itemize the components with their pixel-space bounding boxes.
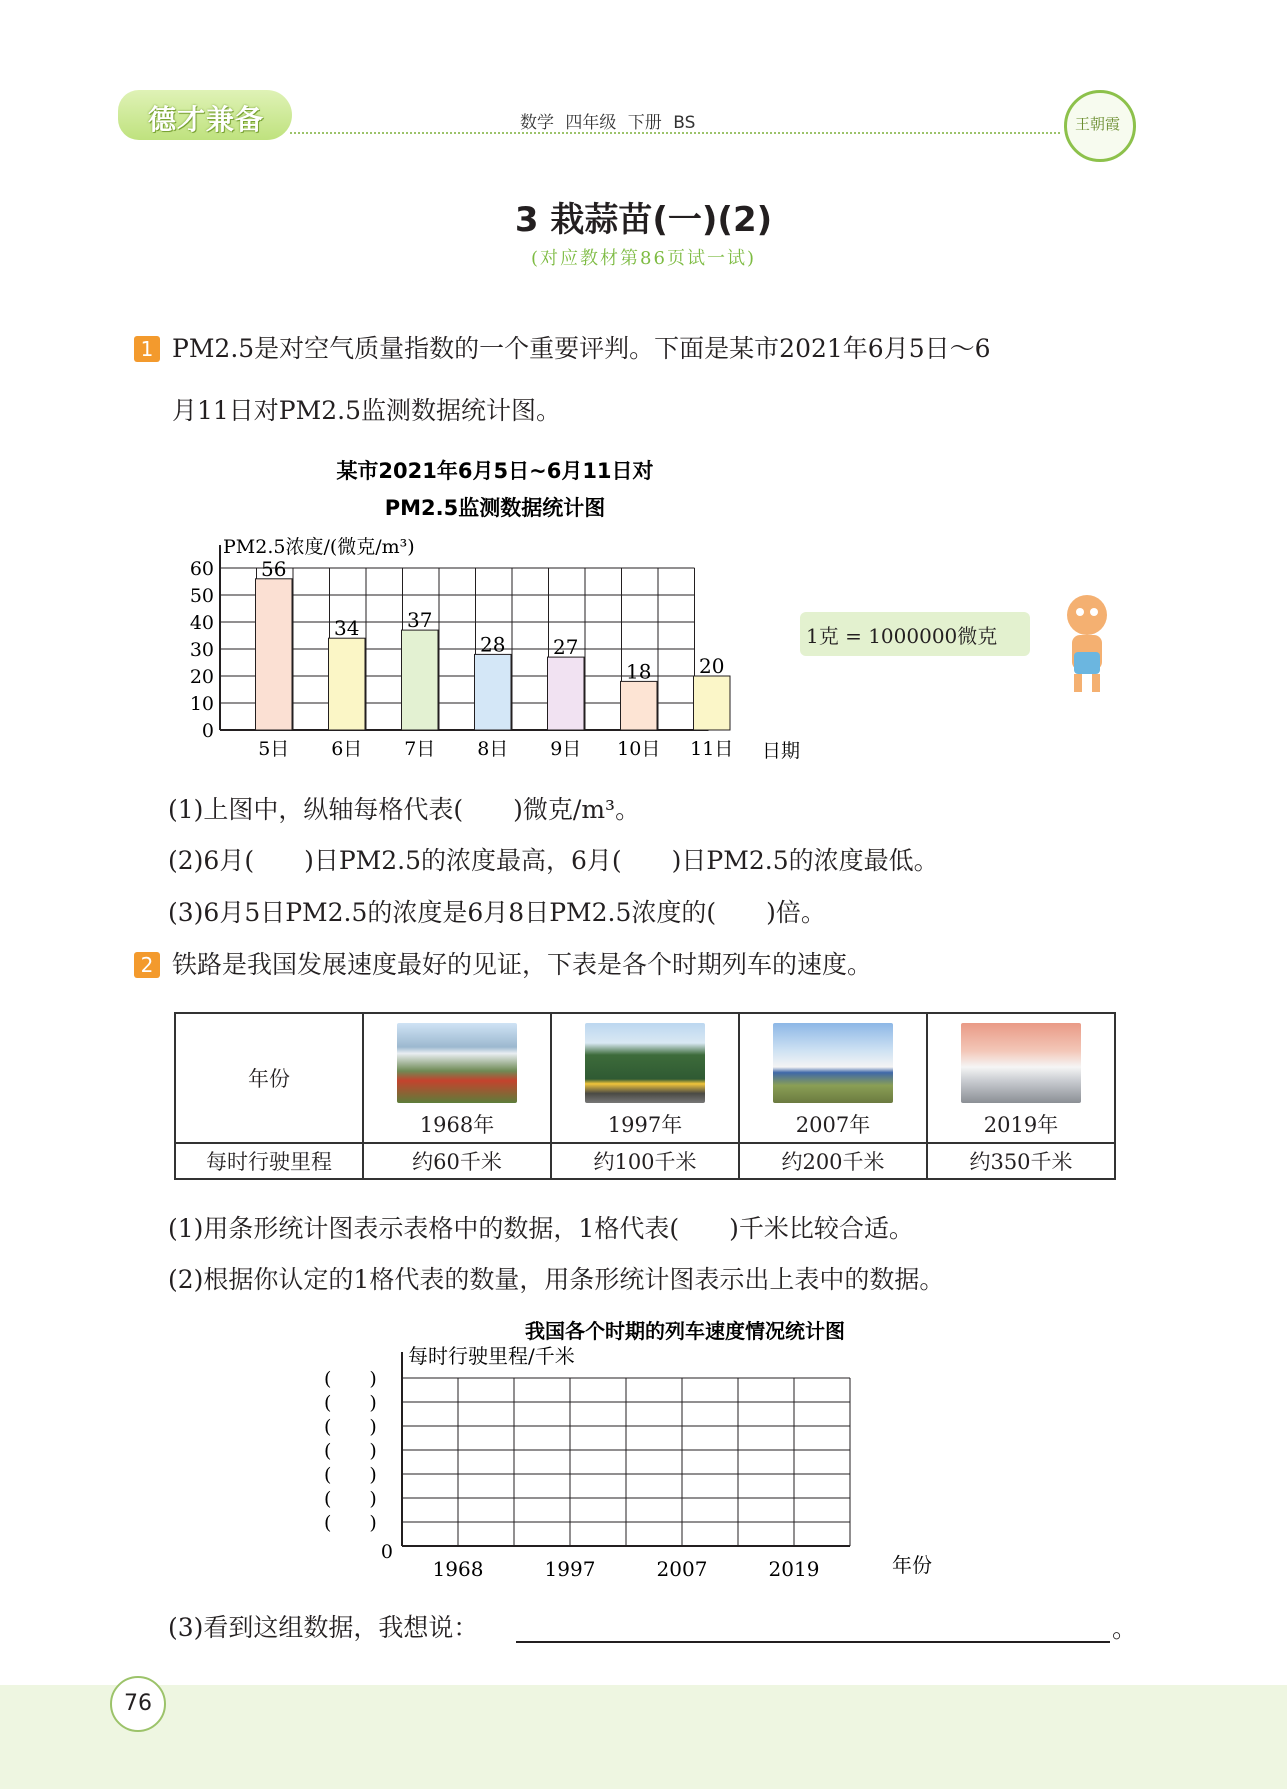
year-cell (739, 1013, 927, 1143)
chart2-ytick-blank[interactable]: ( ) (324, 1488, 377, 1510)
q2-sub2: (2)根据你认定的1格代表的数量，用条形统计图表示出上表中的数据。 (168, 1265, 945, 1294)
chart2-ytick-blank[interactable]: ( ) (324, 1512, 377, 1534)
chart1-bar (329, 638, 366, 730)
year-label: 1997年 (607, 1113, 683, 1137)
chart1-data-label: 20 (699, 654, 725, 678)
chart1-xtick-label: 5日 (258, 738, 290, 760)
chart2-ytick-blank[interactable]: ( ) (324, 1464, 377, 1486)
chart2-xtick-label: 2019 (768, 1557, 820, 1581)
chart2-ytick-blank[interactable]: ( ) (324, 1392, 377, 1414)
chart1-subtitle: PM2.5监测数据统计图 (384, 496, 606, 520)
chart1-data-label: 18 (626, 659, 652, 684)
q2-sub3-end: 。 (1112, 1614, 1138, 1643)
q2-sub3-prompt: (3)看到这组数据，我想说： (168, 1613, 479, 1642)
chart1-data-label: 28 (480, 632, 506, 657)
chart1-ytick-label: 10 (189, 693, 214, 715)
year-label: 2019年 (983, 1113, 1059, 1137)
chart2-grid (324, 1352, 850, 1581)
chart2-xtick-label: 1968 (432, 1557, 484, 1581)
chart1-xlabel: 日期 (762, 740, 801, 762)
question-number-1: 1 (134, 336, 160, 362)
footer-band (0, 1685, 1287, 1789)
train-photo-2007 (773, 1023, 893, 1103)
chart1-data-label: 56 (261, 556, 287, 581)
year-label: 2007年 (795, 1113, 871, 1137)
chart1-bar (694, 676, 731, 730)
chart1-ytick-label: 60 (189, 558, 214, 580)
chart1-bar (475, 654, 512, 730)
chart1-xtick-label: 10日 (617, 738, 661, 760)
year-cell (551, 1013, 739, 1143)
unit-hint-text: 1克 = 1000000微克 (806, 624, 998, 648)
train-photo-1997 (585, 1023, 705, 1103)
chart1-bar (621, 681, 658, 730)
seal-text: 王朝霞 (1075, 115, 1121, 133)
chart1-xtick-label: 11日 (690, 738, 734, 760)
train-speed-chart-blank (300, 1310, 950, 1590)
chart2-xlabel: 年份 (892, 1553, 932, 1577)
pm25-bar-chart (180, 450, 840, 770)
unit-hint-bubble (800, 612, 1030, 656)
chart1-bar (548, 657, 585, 730)
chart1-xtick-label: 9日 (550, 738, 582, 760)
q2-text: 铁路是我国发展速度最好的见证，下表是各个时期列车的速度。 (172, 950, 873, 979)
chart1-title: 某市2021年6月5日~6月11日对 (336, 459, 654, 483)
year-cell (363, 1013, 551, 1143)
cartoon-dog-mascot (1052, 590, 1122, 700)
chart1-data-label: 27 (553, 635, 579, 660)
q1-text-line2: 月11日对PM2.5监测数据统计图。 (172, 396, 561, 425)
page-number: 76 (110, 1676, 166, 1732)
year-label: 1968年 (419, 1113, 495, 1137)
chart1-ytick-label: 20 (189, 666, 214, 688)
page-title: 3 栽蒜苗(一)(2) (514, 200, 773, 240)
chart1-bar (256, 579, 293, 730)
chart2-ytick-blank[interactable]: ( ) (324, 1440, 377, 1462)
chart2-ylabel: 每时行驶里程/千米 (408, 1344, 575, 1368)
speed-cell: 约350千米 (927, 1143, 1115, 1179)
page-subtitle: (对应教材第86页试一试) (531, 248, 756, 269)
chart1-data-label: 34 (334, 616, 360, 641)
q1-sub3: (3)6月5日PM2.5的浓度是6月8日PM2.5浓度的( )倍。 (168, 898, 826, 927)
chart1-bar (402, 630, 439, 730)
brand-logo (118, 90, 292, 140)
chart2-origin: 0 (380, 1541, 393, 1563)
chart1-ytick-label: 50 (189, 585, 214, 607)
speed-cell: 约100千米 (551, 1143, 739, 1179)
chart1-ylabel: PM2.5浓度/(微克/m³) (223, 536, 415, 558)
question-number-2: 2 (134, 952, 160, 978)
chart1-ytick-label: 0 (201, 720, 214, 742)
chart2-xtick-label: 1997 (544, 1557, 596, 1581)
q2-sub1: (1)用条形统计图表示表格中的数据，1格代表( )千米比较合适。 (168, 1214, 914, 1243)
chart1-xtick-label: 7日 (404, 738, 436, 760)
year-cell (927, 1013, 1115, 1143)
chart1-data-label: 37 (407, 608, 433, 633)
speed-cell: 约60千米 (363, 1143, 551, 1179)
chart2-ytick-blank[interactable]: ( ) (324, 1416, 377, 1438)
chart2-ytick-blank[interactable]: ( ) (324, 1368, 377, 1390)
train-photo-1968 (397, 1023, 517, 1103)
row-header-speed: 每时行驶里程 (175, 1143, 363, 1179)
row-header-year: 年份 (175, 1013, 363, 1143)
chart1-xtick-label: 6日 (331, 738, 363, 760)
speed-cell: 约200千米 (739, 1143, 927, 1179)
train-photo-2019 (961, 1023, 1081, 1103)
q1-sub2: (2)6月( )日PM2.5的浓度最高，6月( )日PM2.5的浓度最低。 (168, 846, 939, 875)
header-meta: 数学 四年级 下册 BS (520, 113, 696, 133)
chart1-xtick-label: 8日 (477, 738, 509, 760)
q1-text-line1: PM2.5是对空气质量指数的一个重要评判。下面是某市2021年6月5日～6 (172, 334, 991, 363)
chart1-ytick-label: 40 (189, 612, 214, 634)
q1-sub1: (1)上图中，纵轴每格代表( )微克/m³。 (168, 795, 641, 824)
answer-line[interactable] (516, 1641, 1110, 1643)
teacher-seal-logo (1064, 90, 1136, 162)
chart2-xtick-label: 2007 (656, 1557, 708, 1581)
chart2-title: 我国各个时期的列车速度情况统计图 (525, 1319, 845, 1343)
chart1-ytick-label: 30 (189, 639, 214, 661)
brand-text: 德才兼备 (148, 103, 265, 136)
train-speed-table (174, 1012, 1116, 1180)
